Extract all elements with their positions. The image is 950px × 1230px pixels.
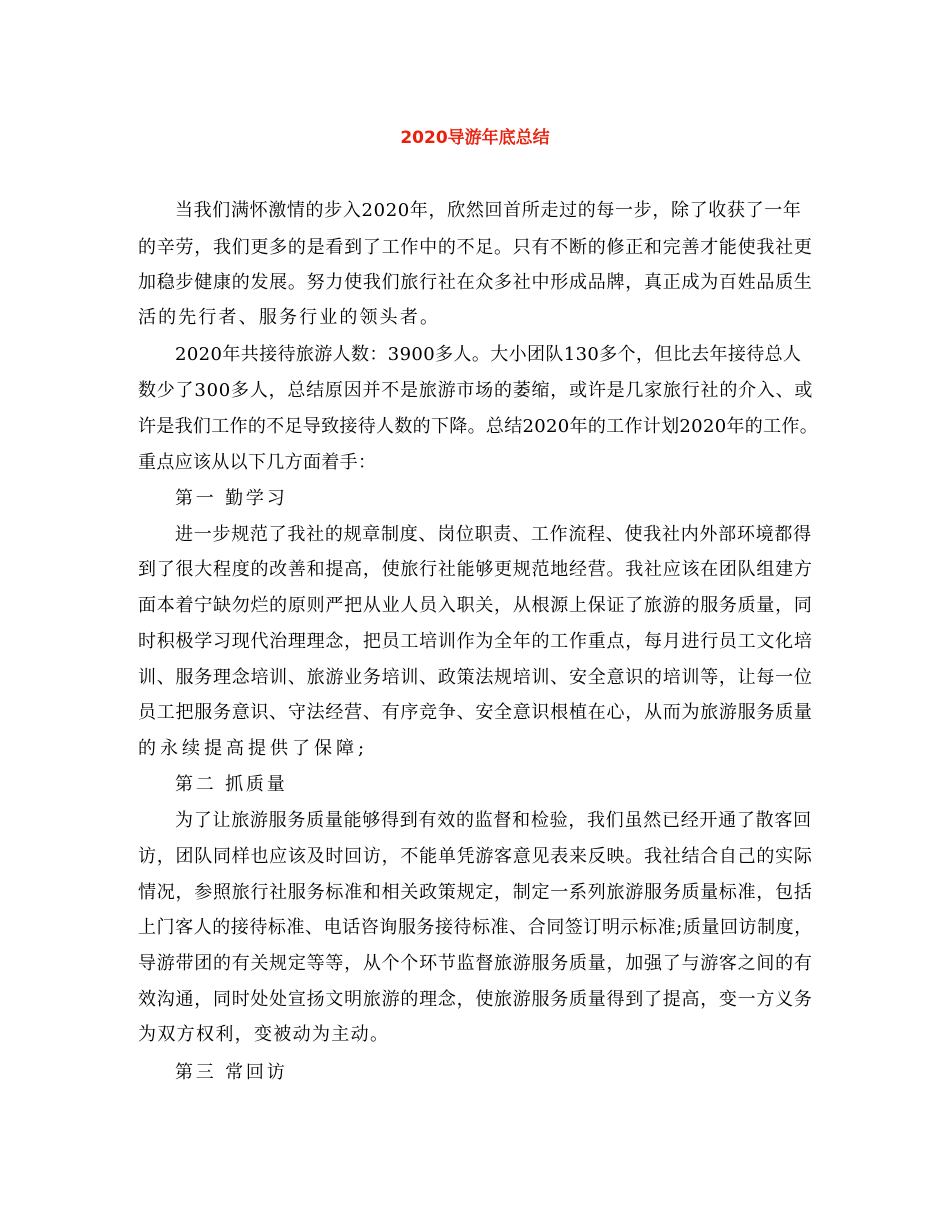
paragraph-line: 训、服务理念培训、旅游业务培训、政策法规培训、安全意识的培训等，让每一位 [138,667,813,688]
paragraph-line: 为双方权利，变被动为主动。 [138,1024,390,1045]
document-title: 2020导游年底总结 [400,128,550,148]
paragraph-line: 进一步规范了我社的规章制度、岗位职责、工作流程、使我社内外部环境都得 [175,524,812,545]
paragraph-line: 员工把服务意识、守法经营、有序竞争、安全意识根植在心，从而为旅游服务质量 [138,702,813,723]
paragraph-line: 重点应该从以下几方面着手： [138,452,377,473]
paragraph-line: 的辛劳，我们更多的是看到了工作中的不足。只有不断的修正和完善才能使我社更 [138,237,813,258]
paragraph-line: 上门客人的接待标准、电话咨询服务接待标准、合同签订明示标准;质量回访制度， [138,917,813,938]
paragraph-line: 的永续提高提供了保障; [138,738,369,759]
paragraph-line: 为了让旅游服务质量能够得到有效的监督和检验，我们虽然已经开通了散客回 [175,810,812,831]
paragraph-line: 访，团队同样也应该及时回访，不能单凭游客意见表来反映。我社结合自己的实际 [138,846,813,867]
paragraph-line: 2020年共接待旅游人数：3900多人。大小团队130多个，但比去年接待总人 [175,344,802,365]
section-heading: 第二 抓质量 [175,774,288,795]
section-heading: 第三 常回访 [175,1062,288,1083]
paragraph-line: 活的先行者、服务行业的领头者。 [138,307,441,328]
paragraph-line: 数少了300多人，总结原因并不是旅游市场的萎缩，或许是几家旅行社的介入、或 [138,380,814,401]
paragraph-line: 情况，参照旅行社服务标准和相关政策规定，制定一系列旅游服务质量标准，包括 [138,882,813,903]
paragraph-line: 许是我们工作的不足导致接待人数的下降。总结2020年的工作计划2020年的工作。 [138,416,819,437]
paragraph-line: 导游带团的有关规定等等，从个个环节监督旅游服务质量，加强了与游客之间的有 [138,953,813,974]
paragraph-line: 加稳步健康的发展。努力使我们旅行社在众多社中形成品牌，真正成为百姓品质生 [138,272,813,293]
paragraph-line: 当我们满怀激情的步入2020年，欣然回首所走过的每一步，除了收获了一年 [175,200,802,221]
paragraph-line: 效沟通，同时处处宣扬文明旅游的理念，使旅游服务质量得到了提高，变一方义务 [138,989,813,1010]
paragraph-line: 面本着宁缺勿烂的原则严把从业人员入职关，从根源上保证了旅游的服务质量，同 [138,595,813,616]
paragraph-line: 到了很大程度的改善和提高，使旅行社能够更规范地经营。我社应该在团队组建方 [138,559,813,580]
section-heading: 第一 勤学习 [175,488,288,509]
paragraph-line: 时积极学习现代治理理念，把员工培训作为全年的工作重点，每月进行员工文化培 [138,631,813,652]
